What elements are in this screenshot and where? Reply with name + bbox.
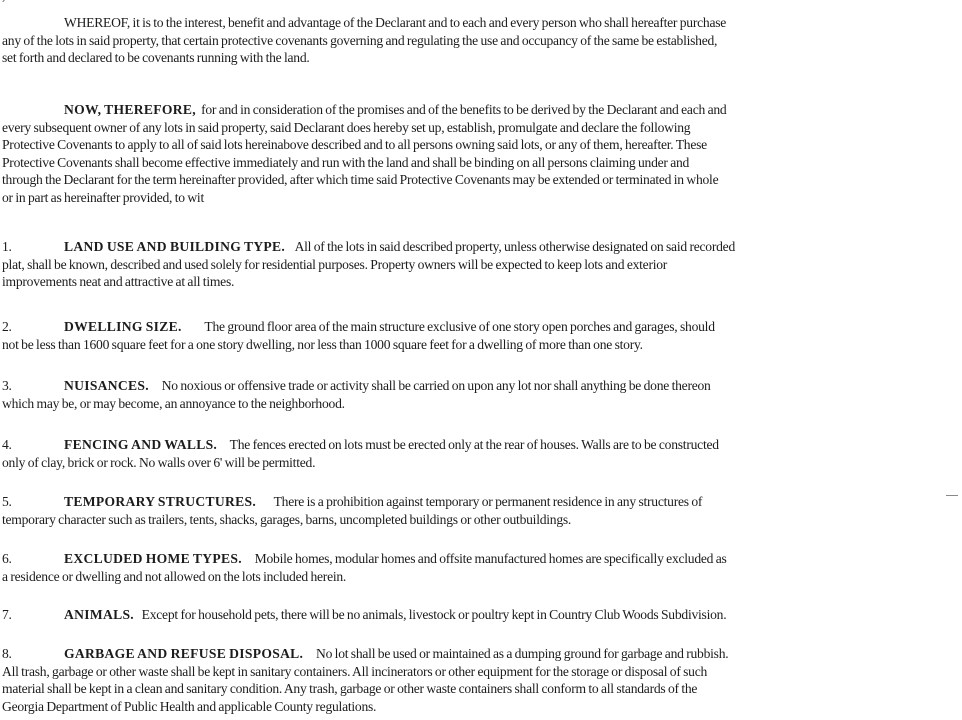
section-1-number: 1. [2, 239, 12, 254]
now-therefore-line-6: or in part as hereinafter provided, to wit [2, 189, 204, 205]
section-8-line-2: All trash, garbage or other waste shall be kept in sanitary containers. All incinerators or other equipment for the storage or disposal of such [2, 663, 708, 679]
section-1-line-3: improvements neat and attractive at all times. [2, 274, 235, 289]
section-1 [2, 238, 907, 291]
section-6-line-2: a residence or dwelling and not allowed on the lots included herein. [2, 568, 347, 584]
section-4-line-1 [2, 436, 907, 454]
section-2 [2, 318, 907, 353]
section-8-title: GARBAGE AND REFUSE DISPOSAL. [64, 646, 304, 661]
section-8-first-text: No lot shall be used or maintained as a dumping ground for garbage and rubbish. [316, 646, 729, 661]
whereof-paragraph [2, 14, 907, 67]
section-6 [2, 550, 907, 585]
now-therefore-line-5: through the Declarant for the term hereinafter provided, after which time said Protective Covenants may be extended or terminated in whole [2, 172, 719, 187]
now-therefore-first-text: for and in consideration of the promises and of the benefits to be derived by the Declarant and each and [201, 102, 727, 117]
section-3-title: NUISANCES. [64, 378, 149, 393]
section-8 [2, 645, 907, 715]
section-2-title: DWELLING SIZE. [64, 319, 182, 334]
section-6-first-text: Mobile homes, modular homes and offsite manufactured homes are specifically excluded as [254, 551, 727, 566]
section-2-first-text: The ground floor area of the main structure exclusive of one story open porches and garages, should [204, 319, 715, 334]
cut-off-top-line [0, 0, 962, 6]
section-3-line-2: which may be, or may become, an annoyance to the neighborhood. [2, 395, 345, 411]
section-5-number: 5. [2, 494, 12, 509]
section-5-line-1 [2, 493, 907, 511]
section-1-first-text: All of the lots in said described property, unless otherwise designated on said recorded [294, 239, 736, 254]
section-8-line-1 [2, 645, 907, 663]
now-therefore-paragraph [2, 101, 907, 206]
section-3-number: 3. [2, 378, 12, 393]
section-7-title: ANIMALS. [64, 607, 134, 622]
section-5 [2, 493, 907, 528]
section-4-line-2: only of clay, brick or rock. No walls over 6' will be permitted. [2, 454, 316, 470]
section-6-line-1 [2, 550, 907, 568]
now-therefore-line-3: Protective Covenants to apply to all of said lots hereinabove described and to all persons owning said lots, or any of them, hereafter. These [2, 137, 707, 152]
section-8-line-4: Georgia Department of Public Health and applicable County regulations. [2, 698, 377, 714]
section-7-first-text: Except for household pets, there will be no animals, livestock or poultry kept in Country Club Woods Subdivision. [141, 607, 727, 622]
whereof-line-2: any of the lots in said property, that certain protective covenants governing and regulating the use and occupancy of the same be established, [2, 32, 718, 48]
section-4-number: 4. [2, 437, 12, 452]
section-6-number: 6. [2, 551, 12, 566]
section-7-line-1 [2, 606, 907, 624]
now-therefore-lead: NOW, THEREFORE, [64, 102, 196, 117]
section-2-line-2: not be less than 1600 square feet for a one story dwelling, nor less than 1000 square feet for a dwelling of more than one story. [2, 336, 643, 352]
section-4-first-text: The fences erected on lots must be erected only at the rear of houses. Walls are to be constructed [229, 437, 719, 452]
section-4 [2, 436, 907, 471]
section-8-number: 8. [2, 646, 12, 661]
scan-edge-mark [946, 495, 958, 496]
section-5-line-2: temporary character such as trailers, tents, shacks, garages, barns, uncompleted buildings or other outbuildings. [2, 511, 572, 527]
section-1-line-2: plat, shall be known, described and used solely for residential purposes. Property owners will be expected to keep lots and exterior [2, 256, 668, 272]
now-therefore-line-1 [2, 101, 907, 119]
section-5-first-text: There is a prohibition against temporary or permanent residence in any structures of [273, 494, 703, 509]
section-2-number: 2. [2, 319, 12, 334]
section-6-title: EXCLUDED HOME TYPES. [64, 551, 242, 566]
section-5-title: TEMPORARY STRUCTURES. [64, 494, 257, 509]
section-3 [2, 377, 907, 412]
section-2-line-1 [2, 318, 907, 336]
section-8-line-3: material shall be kept in a clean and sanitary condition. Any trash, garbage or other waste containers shall conform to all standards of the [2, 681, 698, 696]
section-4-title: FENCING AND WALLS. [64, 437, 218, 452]
now-therefore-line-2: every subsequent owner of any lots in said property, said Declarant does hereby set up, establish, promulgate and declare the following [2, 119, 691, 135]
whereof-line-1: WHEREOF, it is to the interest, benefit and advantage of the Declarant and to each and every person who shall hereafter purchase [64, 15, 727, 30]
whereof-line-3: set forth and declared to be covenants running with the land. [2, 50, 310, 65]
section-1-title: LAND USE AND BUILDING TYPE. [64, 239, 286, 254]
section-1-line-1 [2, 238, 907, 256]
section-7-number: 7. [2, 607, 12, 622]
section-7 [2, 606, 907, 624]
section-3-line-1 [2, 377, 907, 395]
section-3-first-text: No noxious or offensive trade or activity shall be carried on upon any lot nor shall anything be done thereon [161, 378, 711, 393]
now-therefore-line-4: Protective Covenants shall become effective immediately and run with the land and shall be binding on all persons claiming under and [2, 154, 690, 170]
